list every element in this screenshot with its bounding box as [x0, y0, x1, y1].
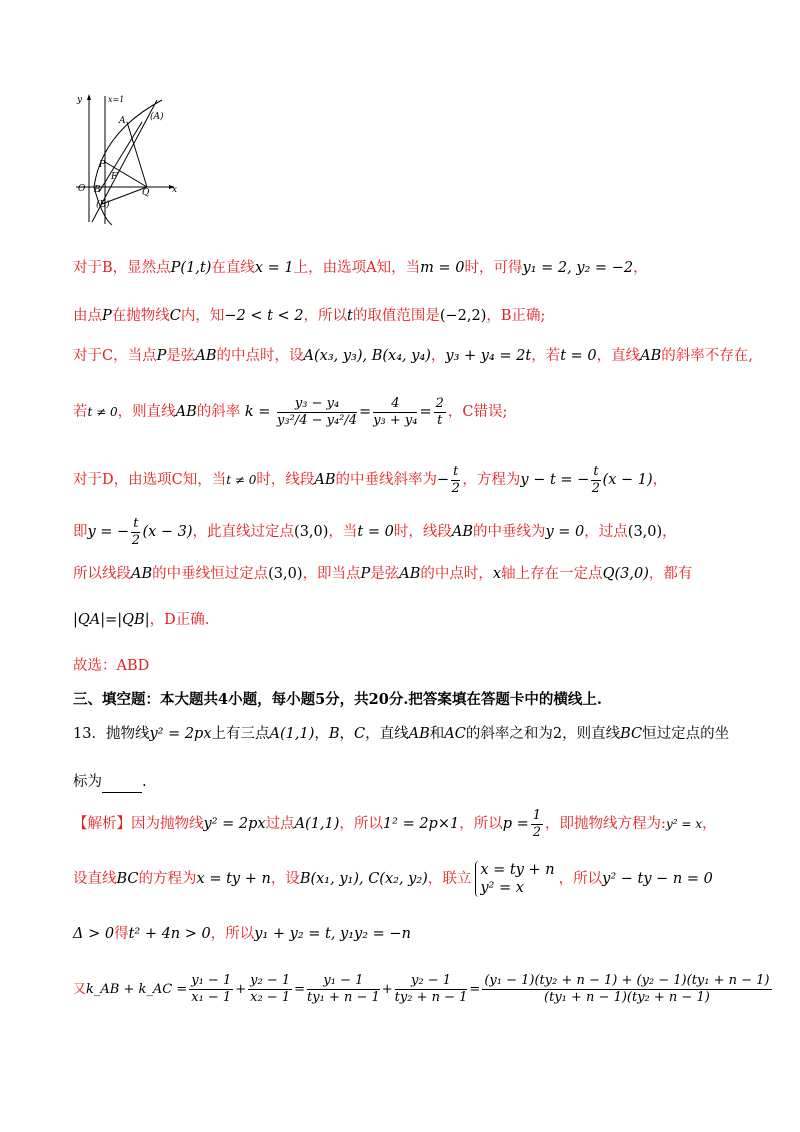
text: 对于B，显然点 [73, 260, 171, 276]
math: y² = 2px [203, 816, 266, 832]
math: 1² = 2p×1 [382, 816, 460, 832]
math: AB [314, 472, 336, 488]
text: 的中垂线为 [472, 524, 546, 540]
math: AB [640, 348, 662, 364]
math: (3,0) [627, 524, 663, 540]
fraction [395, 973, 468, 1006]
denominator: ty₂ + n − 1 [394, 990, 468, 1005]
text: ，即当点 [302, 566, 361, 582]
text: 的斜率之和为2，则直线 [465, 726, 621, 742]
math: BC [116, 871, 139, 887]
text: ，直线 [365, 726, 409, 742]
equation: x = ty + n [480, 862, 555, 878]
math: y² = 2px [149, 726, 212, 742]
numerator: y₂ − 1 [395, 973, 468, 990]
numerator: y₁ − 1 [307, 973, 380, 990]
text: ， [430, 348, 446, 364]
text: 的中垂线斜率为 [335, 472, 438, 488]
text: ，则直线 [117, 404, 176, 420]
section-heading: 三、填空题：本大题共4小题，每小题5分，共20分.把答案填在答题卡中的横线上. [73, 691, 602, 708]
math: B [328, 726, 340, 742]
denominator: x₁ − 1 [191, 990, 232, 1005]
math: BC [620, 726, 643, 742]
math: A(x₃, y₃), B(x₄, y₄) [303, 348, 431, 364]
text: 的中点时， [420, 566, 493, 582]
text: ，所以 [558, 871, 603, 887]
text: 轴上存在一定点 [501, 566, 603, 582]
fraction [451, 464, 460, 497]
text: ，此直线过定点 [192, 524, 295, 540]
text: 时，可得 [464, 260, 523, 276]
math: t = 0 [357, 524, 394, 540]
fraction [189, 973, 233, 1006]
math: B(x₁, y₁), C(x₂, y₂) [299, 871, 428, 887]
math: −2 < t < 2 [224, 308, 304, 324]
math: t² + 4n > 0 [128, 926, 211, 942]
text: ，设 [270, 871, 300, 887]
math: Q(3,0) [602, 566, 649, 582]
text: 时，线段 [393, 524, 452, 540]
text: 若 [73, 404, 88, 420]
denominator: t [437, 412, 443, 428]
text: 内，知 [180, 308, 225, 324]
math: − [437, 472, 450, 488]
denominator: 2 [591, 480, 601, 496]
math: t ≠ 0 [87, 405, 118, 419]
equation-system [475, 861, 554, 897]
text: 是弦 [370, 566, 400, 582]
math: p = [502, 816, 529, 832]
fig-label-O: O [78, 184, 86, 194]
text: 和 [429, 726, 445, 742]
math: (3,0) [268, 566, 303, 582]
text: 对于D，由选项C知，当 [73, 472, 227, 488]
denominator: ty₁ + n − 1 [307, 990, 380, 1005]
q13-line-1 [73, 724, 760, 744]
text: 的方程为 [138, 871, 197, 887]
text: 对于C，当点 [73, 348, 157, 364]
optB-line-2 [73, 306, 760, 326]
math: t = 0 [560, 348, 597, 364]
math: Δ > 0 [73, 926, 115, 942]
sol-line-2 [73, 860, 760, 898]
text: ， [633, 260, 648, 276]
math: A(1,1) [269, 726, 315, 742]
numerator: t [593, 463, 599, 479]
math: x = 1 [254, 260, 294, 276]
text: ， [339, 726, 355, 742]
fraction [277, 396, 357, 429]
denominator: 2 [131, 532, 140, 548]
text: 由点 [73, 308, 102, 324]
math: = [469, 982, 481, 997]
equation: y² = x [480, 880, 524, 896]
text: ， [314, 726, 329, 742]
sol-line-1 [73, 806, 760, 842]
math: y₃ + y₄ = 2t [445, 348, 532, 364]
text: ，B正确; [486, 308, 546, 324]
numerator: t [133, 515, 139, 531]
numerator: (y₁ − 1)(ty₂ + n − 1) + (y₂ − 1)(ty₁ + n − 1) [484, 973, 770, 988]
math: AC [444, 726, 466, 742]
math: y − t = − [520, 472, 590, 488]
text: 又 [73, 982, 87, 997]
text: 恒过定点的坐 [642, 726, 730, 742]
text: 过点 [265, 816, 295, 832]
fraction [482, 973, 771, 1006]
sol-line-4 [73, 970, 770, 1010]
text: ， [701, 816, 717, 832]
denominator: 2 [451, 480, 460, 496]
math: (3,0) [294, 524, 329, 540]
numerator: y₂ − 1 [250, 973, 291, 988]
numerator: 2 [435, 395, 444, 411]
optD-line-4 [73, 610, 760, 630]
math: P [102, 308, 112, 324]
math: (−2,2) [439, 308, 487, 324]
optC-line-2 [73, 392, 760, 432]
numerator: t [453, 463, 459, 479]
text: ，方程为 [462, 472, 521, 488]
text: ，即抛物线方程为: [545, 816, 666, 832]
text: ，过点 [584, 524, 628, 540]
math: P(1,t) [170, 260, 212, 276]
denominator: y₃ + y₄ [373, 412, 418, 428]
text: ，D正确. [149, 612, 210, 628]
math: m = 0 [420, 260, 465, 276]
text: 上有三点 [211, 726, 270, 742]
math: AB [451, 524, 473, 540]
fraction [591, 464, 600, 497]
fig-label-y: y [77, 95, 83, 105]
text: 在直线 [211, 260, 255, 276]
fraction [307, 973, 380, 1006]
math: x [492, 566, 502, 582]
math: y₁ = 2, y₂ = −2 [522, 260, 634, 276]
optC-line-1 [73, 346, 760, 366]
fig-label-x: x [172, 185, 178, 195]
parabola-figure [72, 92, 182, 227]
numerator: y₁ − 1 [191, 973, 232, 988]
text: 的中点时，设 [216, 348, 304, 364]
text: 上，由选项A知，当 [293, 260, 421, 276]
denominator: 2 [532, 824, 542, 840]
optB-line-1 [73, 258, 760, 278]
math: AB [195, 348, 217, 364]
text: 标为 [73, 774, 102, 790]
numerator: 4 [373, 396, 417, 413]
sol-line-3 [73, 924, 760, 944]
text: ，若 [531, 348, 561, 364]
math: A(1,1) [294, 816, 340, 832]
text: ，所以 [210, 926, 255, 942]
text: ，所以 [339, 816, 383, 832]
text: 即 [73, 524, 88, 540]
text: 所以线段 [73, 566, 131, 582]
math: k_AB + k_AC = [86, 982, 188, 997]
math: = [419, 404, 432, 420]
optD-line-1 [73, 462, 760, 498]
text: ，所以 [459, 816, 503, 832]
text: ，所以 [303, 308, 348, 324]
math: y = 0 [545, 524, 585, 540]
text: ，C错误; [447, 404, 508, 420]
text: ，都有 [648, 566, 693, 582]
text: 因为抛物线 [131, 816, 204, 832]
text: ，当 [328, 524, 358, 540]
math: |QA|=|QB| [73, 612, 150, 628]
math: + [235, 982, 247, 997]
fraction [248, 973, 292, 1006]
denominator: y₃²/4 − y₄²/4 [277, 412, 358, 428]
fraction [131, 516, 140, 549]
fraction [434, 396, 446, 429]
math: AB [408, 726, 430, 742]
text: ，联立 [427, 871, 472, 887]
math: P [360, 566, 371, 582]
answer: 故选：ABD [73, 658, 150, 674]
text: 在抛物线 [111, 308, 170, 324]
answer-blank[interactable] [102, 772, 142, 793]
fig-label-B-paren: (B) [96, 200, 110, 210]
math: (x − 3) [142, 524, 193, 540]
math: t ≠ 0 [226, 473, 257, 487]
fraction [373, 396, 417, 429]
text: . [142, 774, 147, 790]
denominator: (ty₁ + n − 1)(ty₂ + n − 1) [544, 990, 710, 1005]
text: 设直线 [73, 871, 117, 887]
math: C [354, 726, 366, 742]
text: 得 [114, 926, 129, 942]
fraction [531, 808, 543, 841]
fig-label-P: P [99, 160, 106, 170]
math: P [156, 348, 167, 364]
math: = [294, 982, 306, 997]
math: x = ty + n [196, 871, 271, 887]
text: ，直线 [596, 348, 641, 364]
denominator: x₂ − 1 [250, 990, 291, 1005]
q13-line-2 [73, 772, 760, 793]
fig-label-F: F [111, 172, 118, 182]
math: + [381, 982, 393, 997]
solution-tag: 【解析】 [73, 816, 131, 832]
math: AB [399, 566, 421, 582]
math: AB [131, 566, 153, 582]
optD-line-2 [73, 514, 760, 550]
fig-label-A-paren: (A) [150, 112, 164, 122]
math: y² − ty − n = 0 [602, 871, 713, 887]
math: C [169, 308, 181, 324]
text: 13．抛物线 [73, 726, 150, 742]
numerator: 1 [532, 807, 542, 823]
math: y₁ + y₂ = t, y₁y₂ = −n [254, 926, 411, 942]
math: = [359, 404, 372, 420]
text: ， [652, 472, 668, 488]
math: (x − 1) [602, 472, 653, 488]
numerator: y₃ − y₄ [277, 396, 357, 413]
fig-label-line: x=1 [108, 95, 125, 104]
text: 的斜率 [196, 404, 241, 420]
fig-label-A: A [119, 116, 126, 126]
text: 的斜率不存在, [661, 348, 753, 364]
math: y = − [87, 524, 130, 540]
text: ， [662, 524, 677, 540]
optD-line-3 [73, 564, 760, 584]
math: k = [244, 404, 271, 420]
math: t [347, 308, 353, 324]
text: 时，线段 [256, 472, 315, 488]
math: y² = x [665, 817, 702, 831]
text: 是弦 [166, 348, 196, 364]
fig-label-B: B [94, 185, 101, 195]
fig-label-Q: Q [142, 188, 150, 198]
text: 的中垂线恒过定点 [152, 566, 269, 582]
text: 的取值范围是 [352, 308, 440, 324]
math: AB [175, 404, 197, 420]
